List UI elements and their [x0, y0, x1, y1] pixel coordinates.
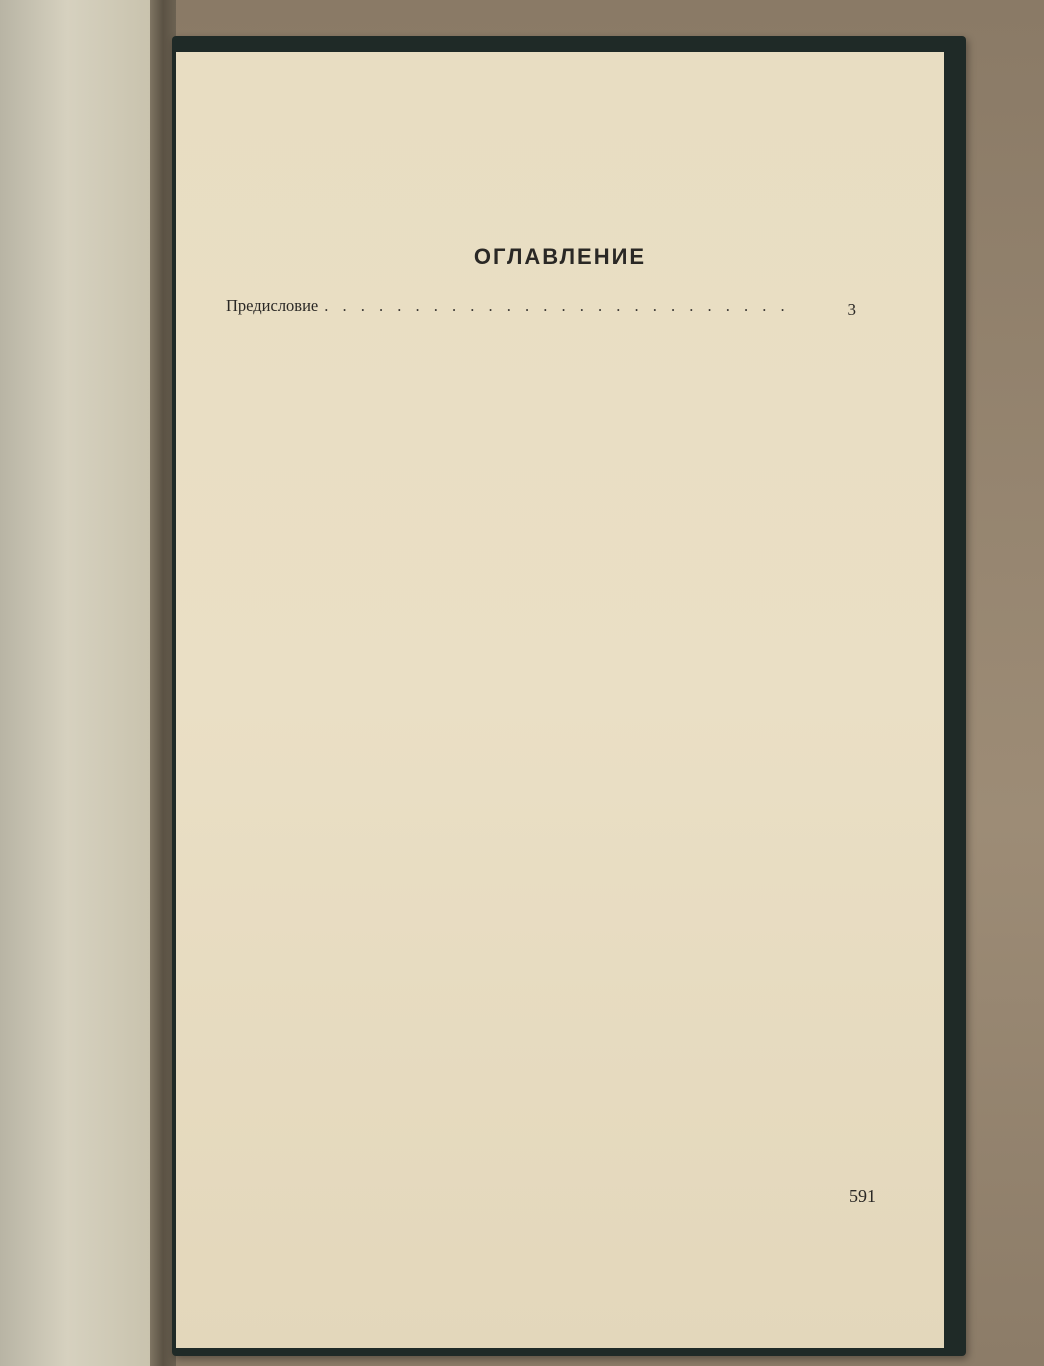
toc-entry-title: Предисловие — [226, 296, 319, 315]
book-page — [176, 52, 944, 1348]
toc-entry — [226, 296, 788, 316]
table-of-contents — [176, 52, 944, 1348]
dot-leader — [324, 296, 788, 316]
page-title: ОГЛАВЛЕНИЕ — [473, 244, 647, 269]
left-facing-page — [0, 0, 150, 1366]
folio: 591 — [849, 1186, 876, 1206]
toc-page-number: 3 — [847, 300, 856, 319]
